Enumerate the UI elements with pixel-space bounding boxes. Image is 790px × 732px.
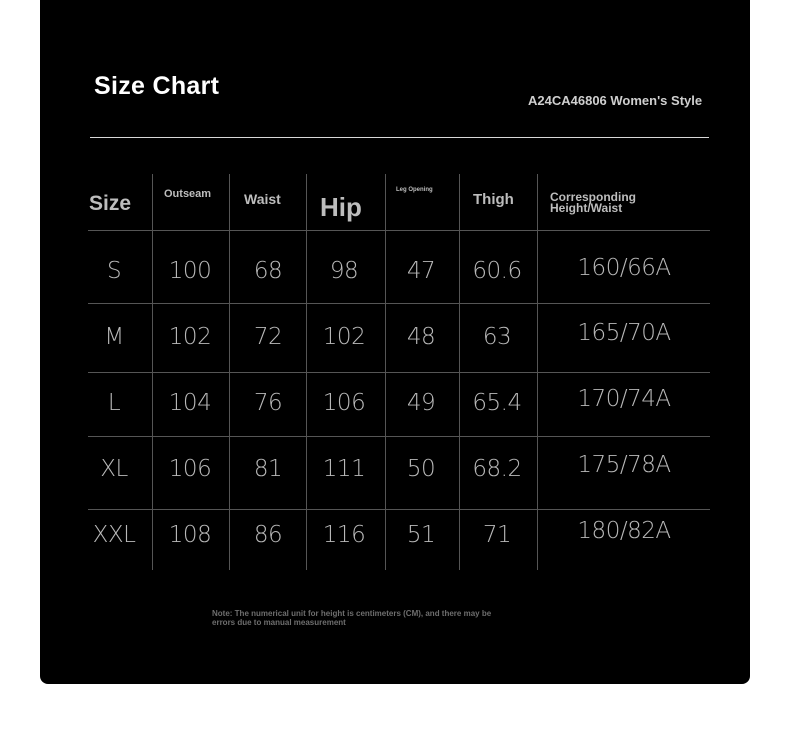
cell-size: L <box>107 390 121 416</box>
cell-outseam: 100 <box>168 258 212 284</box>
cell-outseam: 102 <box>168 324 212 350</box>
cell-hip: 106 <box>322 390 366 416</box>
cell-outseam: 106 <box>168 456 212 482</box>
cell-leg-opening: 50 <box>406 456 436 482</box>
cell-size: XL <box>100 456 128 482</box>
cell-waist: 86 <box>253 522 283 548</box>
header-thigh: Thigh <box>473 191 514 208</box>
cell-height-waist: 165/70A <box>577 320 671 346</box>
cell-height-waist: 160/66A <box>577 255 671 281</box>
cell-thigh: 63 <box>482 324 512 350</box>
table-divider <box>152 174 153 570</box>
measurement-note: Note: The numerical unit for height is centimeters (CM), and there may be errors due to manual measurement <box>212 609 492 627</box>
table-divider <box>229 174 230 570</box>
title-divider <box>90 137 709 138</box>
cell-thigh: 71 <box>482 522 512 548</box>
cell-size: S <box>106 258 122 284</box>
cell-thigh: 68.2 <box>472 456 522 482</box>
cell-hip: 102 <box>322 324 366 350</box>
cell-leg-opening: 47 <box>406 258 436 284</box>
header-leg-opening: Leg Opening <box>396 187 433 193</box>
table-divider <box>385 174 386 570</box>
cell-thigh: 60.6 <box>472 258 522 284</box>
cell-leg-opening: 51 <box>406 522 436 548</box>
table-divider <box>88 303 710 304</box>
header-outseam: Outseam <box>164 188 212 200</box>
cell-size: XXL <box>92 522 136 548</box>
cell-hip: 98 <box>329 258 359 284</box>
page-title: Size Chart <box>94 72 220 100</box>
header-hip: Hip <box>320 192 362 222</box>
cell-size: M <box>104 324 124 350</box>
cell-height-waist: 170/74A <box>577 386 671 412</box>
header-height-waist: Corresponding Height/Waist <box>550 190 636 215</box>
cell-thigh: 65.4 <box>472 390 522 416</box>
table-divider <box>306 174 307 570</box>
model-label: A24CA46806 Women's Style <box>528 93 703 108</box>
cell-waist: 68 <box>253 258 283 284</box>
cell-outseam: 104 <box>168 390 212 416</box>
cell-hip: 116 <box>322 522 366 548</box>
cell-height-waist: 180/82A <box>577 518 671 544</box>
table-divider <box>88 230 710 231</box>
cell-hip: 111 <box>322 456 366 482</box>
table-divider <box>459 174 460 570</box>
header-waist: Waist <box>244 191 281 207</box>
cell-leg-opening: 49 <box>406 390 436 416</box>
header-size: Size <box>89 192 132 215</box>
table-divider <box>88 509 710 510</box>
cell-outseam: 108 <box>168 522 212 548</box>
cell-waist: 81 <box>253 456 283 482</box>
cell-height-waist: 175/78A <box>577 452 671 478</box>
cell-waist: 76 <box>253 390 283 416</box>
table-divider <box>537 174 538 570</box>
table-divider <box>88 372 710 373</box>
cell-waist: 72 <box>253 324 283 350</box>
table-divider <box>88 436 710 437</box>
cell-leg-opening: 48 <box>406 324 436 350</box>
